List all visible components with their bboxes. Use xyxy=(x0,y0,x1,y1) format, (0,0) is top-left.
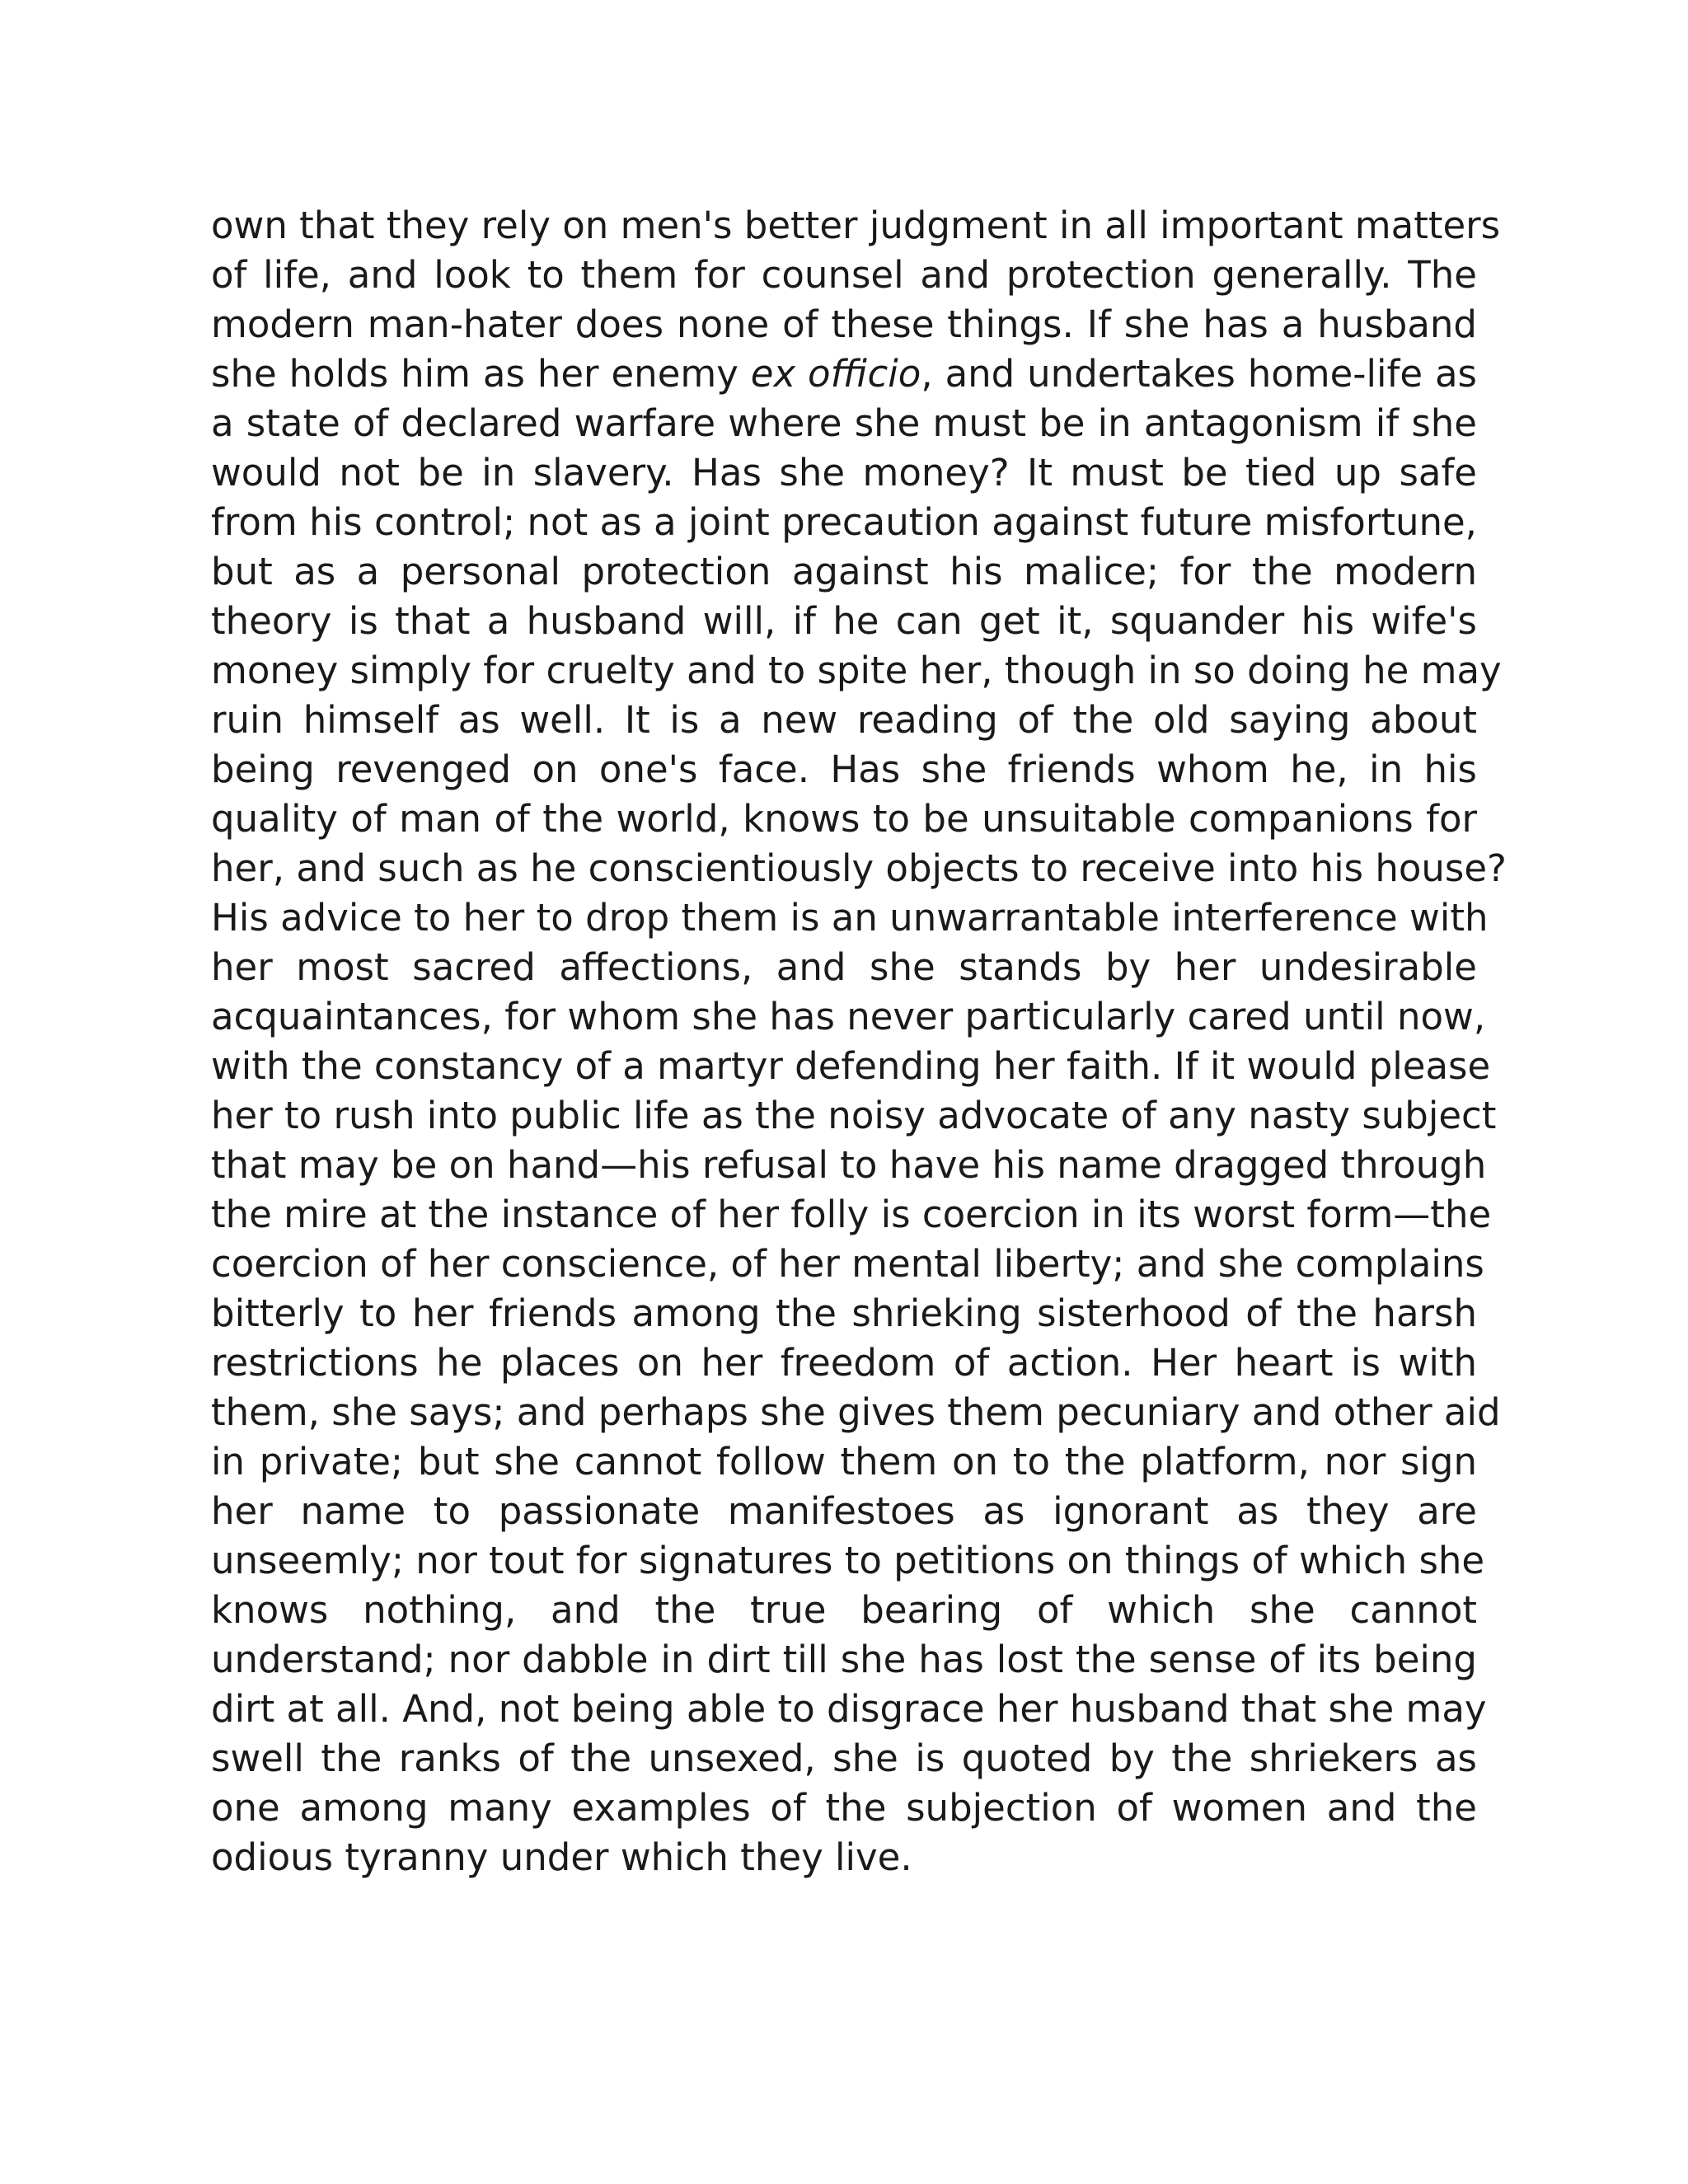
italic-phrase: ex officio xyxy=(750,352,921,396)
text-segment: , and undertakes home-life as xyxy=(921,352,1478,396)
text-line: dirt at all. And, not being able to disgrace her husband that she may xyxy=(211,1687,1487,1731)
text-line xyxy=(211,349,1477,399)
text-line: swell the ranks of the unsexed, she is quoted by the shriekers as xyxy=(211,1736,1477,1780)
text-line: understand; nor dabble in dirt till she has lost the sense of its being xyxy=(211,1638,1477,1681)
text-line: in private; but she cannot follow them on to the platform, nor sign xyxy=(211,1440,1477,1483)
text-line: coercion of her conscience, of her mental liberty; and she complains xyxy=(211,1242,1484,1286)
text-line: acquaintances, for whom she has never particularly cared until now, xyxy=(211,995,1486,1038)
text-line: of life, and look to them for counsel and protection generally. The xyxy=(211,253,1477,297)
text-line: her to rush into public life as the noisy advocate of any nasty subject xyxy=(211,1094,1497,1137)
text-line: her, and such as he conscientiously objects to receive into his house? xyxy=(211,846,1507,890)
text-line: restrictions he places on her freedom of action. Her heart is with xyxy=(211,1341,1477,1385)
text-line: modern man-hater does none of these things. If she has a husband xyxy=(211,302,1477,346)
text-line: from his control; not as a joint precaution against future misfortune, xyxy=(211,500,1477,544)
text-line: unseemly; nor tout for signatures to petitions on things of which she xyxy=(211,1539,1485,1582)
text-line: but as a personal protection against his malice; for the modern xyxy=(211,550,1477,593)
text-line: theory is that a husband will, if he can get it, squander his wife's xyxy=(211,599,1477,643)
text-line: that may be on hand—his refusal to have his name dragged through xyxy=(211,1143,1487,1187)
text-line: the mire at the instance of her folly is coercion in its worst form—the xyxy=(211,1193,1492,1236)
text-line: odious tyranny under which they live. xyxy=(211,1835,912,1879)
text-line: them, she says; and perhaps she gives them pecuniary and other aid xyxy=(211,1390,1501,1434)
text-segment: she holds him as her enemy xyxy=(211,352,751,396)
text-line: bitterly to her friends among the shrieking sisterhood of the harsh xyxy=(211,1291,1477,1335)
text-line: a state of declared warfare where she must be in antagonism if she xyxy=(211,401,1477,445)
text-line: with the constancy of a martyr defending her faith. If it would please xyxy=(211,1044,1491,1088)
text-line: her name to passionate manifestoes as ignorant as they are xyxy=(211,1489,1477,1533)
text-line: being revenged on one's face. Has she friends whom he, in his xyxy=(211,748,1477,791)
text-line: her most sacred affections, and she stands by her undesirable xyxy=(211,945,1477,989)
text-line: quality of man of the world, knows to be unsuitable companions for xyxy=(211,797,1477,841)
text-line: knows nothing, and the true bearing of which she cannot xyxy=(211,1588,1477,1632)
text-line: own that they rely on men's better judgment in all important matters xyxy=(211,204,1501,247)
text-line: would not be in slavery. Has she money? It must be tied up safe xyxy=(211,451,1477,494)
text-line: money simply for cruelty and to spite her, though in so doing he may xyxy=(211,649,1502,692)
text-line: one among many examples of the subjection of women and the xyxy=(211,1786,1477,1830)
text-line: His advice to her to drop them is an unwarrantable interference with xyxy=(211,896,1489,940)
body-paragraph xyxy=(211,201,1507,1882)
text-line: ruin himself as well. It is a new reading of the old saying about xyxy=(211,698,1477,742)
